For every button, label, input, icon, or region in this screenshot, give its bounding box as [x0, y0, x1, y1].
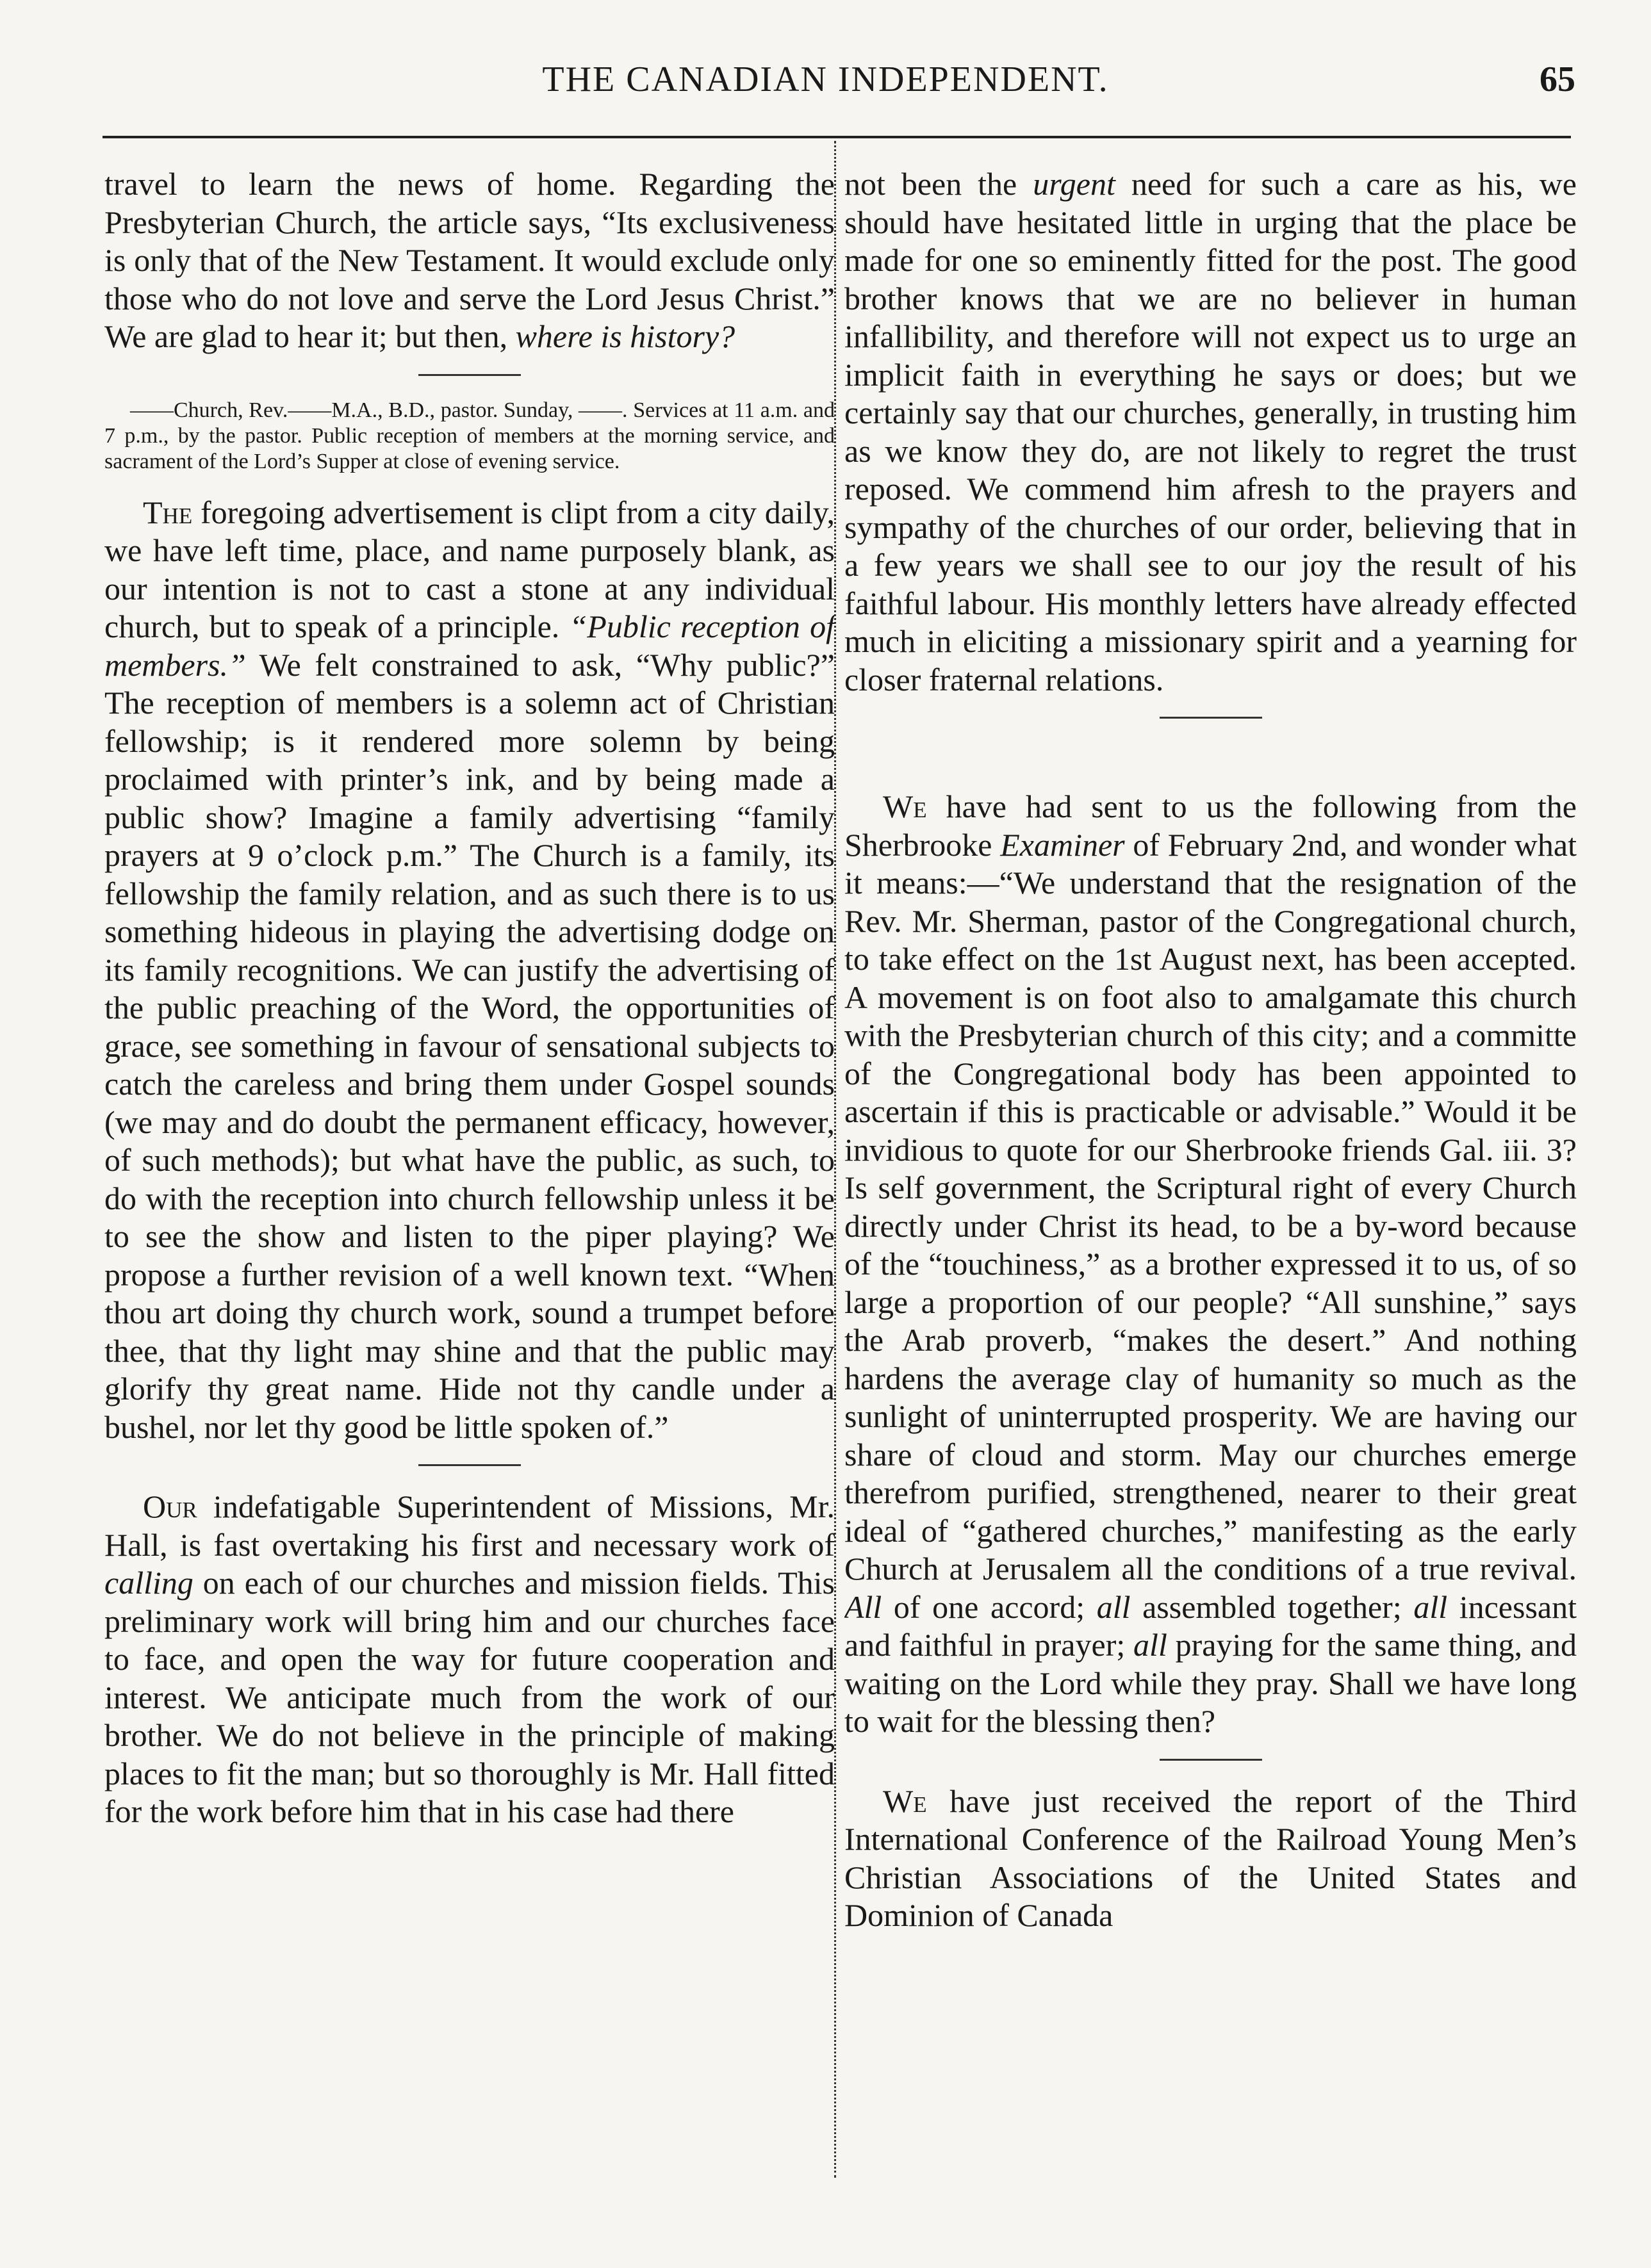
church-advertisement: ——Church, Rev.——M.A., B.D., pastor. Sunday, ——. Services at 11 a.m. and 7 p.m., by the pastor. Public reception of members at the morning service, and sacrament of the Lord’s Supper at close of evening service.	[104, 398, 835, 473]
section-divider	[1160, 1759, 1262, 1761]
running-head	[0, 0, 1651, 135]
spacer	[844, 740, 1577, 788]
paragraph-continued: travel to learn the news of home. Regarding the Presbyterian Church, the article says, “Its exclusiveness is only that of the New Testament. It would exclude only those who do not love and serve the Lord Jesus Christ.” We are glad to hear it; but then, where is history?	[104, 166, 835, 354]
page-number: 65	[1540, 60, 1575, 99]
paragraph-continued-right: not been the urgent need for such a care as his, we should have hesitated little in urging that the place be made for one so eminently fitted for the post. The good brother knows that we are no believer in human infallibility, and therefore will not expect us to urge an implicit faith in everything he says or does; but we certainly say that our churches, generally, in trusting him as we know they do, are not likely to regret the trust reposed. We commend him afresh to the prayers and sympathy of the churches of our order, believing that in a few years we shall see to our joy the result of his faithful labour. His monthly letters have already effected much in eliciting a missionary spirit and a yearning for closer fraternal relations.	[844, 166, 1577, 698]
header-rule	[103, 136, 1571, 138]
paragraph-sherbrooke: We have had sent to us the following from the Sherbrooke Examiner of February 2nd, and wonder what it means:—“We understand that the resignation of the Rev. Mr. Sherman, pastor of the Congregational church, to take effect on the 1st August next, has been accepted. A movement is on foot also to amalgamate this church with the Presbyterian church of this city; and a committe of the Congregational body has been appointed to ascertain if this is practicable or advisable.” Would it be invidious to quote for our Sherbrooke friends Gal. iii. 3? Is self government, the Scriptural right of every Church directly under Christ its head, to be a by-word because of the “touchiness,” as a brother expressed it to us, of so large a proportion of our people? “All sunshine,” says the Arab proverb, “makes the desert.” And nothing hardens the average clay of humanity so much as the sunlight of uninterrupted prosperity. We are having our share of cloud and storm. May our churches emerge therefrom purified, strengthened, nearer to their great ideal of “gathered churches,” manifesting as the early Church at Jerusalem all the conditions of a true revival. All of one accord; all assembled together; all incessant and faithful in prayer; all praying for the same thing, and waiting on the Lord while they pray. Shall we have long to wait for the blessing then?	[844, 788, 1577, 1739]
right-column	[844, 165, 1577, 2170]
section-divider	[418, 1464, 521, 1466]
paragraph-superintendent: Our indefatigable Superintendent of Missions, Mr. Hall, is fast overtaking his first and necessary work of calling on each of our churches and mission fields. This preliminary work will bring him and our churches face to face, and open the way for future cooperation and interest. We anticipate much from the work of our brother. We do not believe in the principle of making places to fit the man; but so thoroughly is Mr. Hall fitted for the work before him that in his case had there	[104, 1489, 835, 1829]
paragraph-railroad-ymca: We have just received the report of the Third International Conference of the Railroad Young Men’s Christian Associations of the United States and Dominion of Canada	[844, 1783, 1577, 1933]
journal-title: THE CANADIAN INDEPENDENT.	[542, 60, 1109, 99]
paragraph-public-reception: The foregoing advertisement is clipt from a city daily, we have left time, place, and name purposely blank, as our intention is not to cast a stone at any individual church, but to speak of a principle. “Public reception of members.” We felt constrained to ask, “Why public?” The reception of members is a solemn act of Christian fellowship; is it rendered more solemn by being proclaimed with printer’s ink, and by being made a public show? Imagine a family advertising “family prayers at 9 o’clock p.m.” The Church is a family, its fellowship the family relation, and as such there is to us something hideous in playing the advertising dodge on its family recognitions. We can justify the advertising of the public preaching of the Word, the opportunities of grace, see something in favour of sensational subjects to catch the careless and bring them under Gospel sounds (we may and do doubt the permanent efficacy, however, of such methods); but what have the public, as such, to do with the reception into church fellowship unless it be to see the show and listen to the piper playing? We propose a further revision of a well known text. “When thou art doing thy church work, sound a trumpet before thee, that thy light may shine and that the public may glorify thy great name. Hide not thy candle under a bushel, nor let thy good be little spoken of.”	[104, 494, 835, 1445]
left-column	[104, 165, 835, 2170]
section-divider	[1160, 717, 1262, 719]
section-divider	[418, 374, 521, 376]
